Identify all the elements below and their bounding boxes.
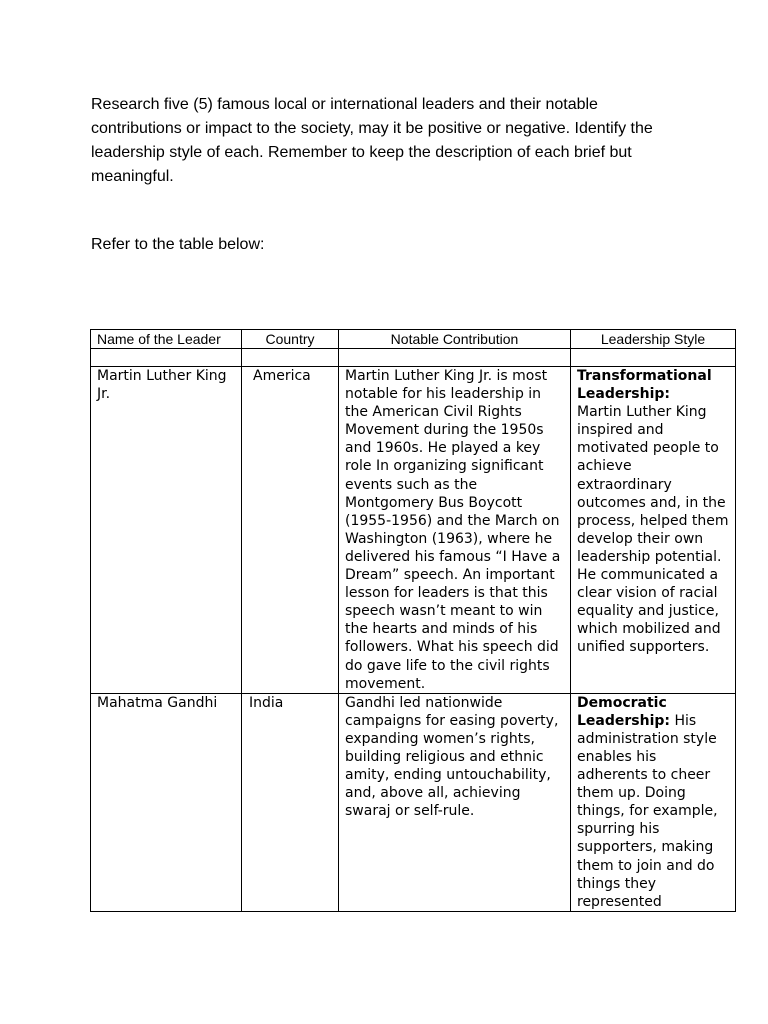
style-name: Democratic Leadership:: [577, 694, 671, 729]
empty-row: [91, 349, 736, 367]
instructions-paragraph: Research five (5) famous local or international leaders and their notable contributions or impact to the society, may it be positive or negative. Identify the leadership style of each. Remember to keep the description of each brief but meaningful.: [91, 96, 653, 185]
leader-country: America: [242, 367, 339, 694]
leader-contribution: Gandhi led nationwide campaigns for easing poverty, expanding women’s rights, building religious and ethnic amity, ending untouchability, and, above all, achieving swaraj or self-rule.: [339, 693, 571, 911]
empty-cell: [339, 349, 571, 367]
empty-cell: [242, 349, 339, 367]
style-description: His administration style enables his adherents to cheer them up. Doing things, for example, spurring his supporters, making them to join and do things they represented: [577, 712, 718, 910]
leader-name: Mahatma Gandhi: [91, 693, 242, 911]
empty-cell: [571, 349, 736, 367]
leader-name: Martin Luther King Jr.: [91, 367, 242, 694]
leaders-table: [90, 329, 736, 912]
refer-text: Refer to the table below:: [91, 236, 265, 253]
table-row: [91, 693, 736, 911]
leader-style: [571, 367, 736, 694]
header-contribution: Notable Contribution: [339, 330, 571, 349]
style-description: Martin Luther King inspired and motivated people to achieve extraordinary outcomes and, in the process, helped them develop their own leadership potential. He communicated a clear vision of racial equality and justice, which mobilized and unified supporters.: [577, 404, 729, 656]
leader-contribution: Martin Luther King Jr. is most notable for his leadership in the American Civil Rights Movement during the 1950s and 1960s. He played a key role In organizing significant events such as the Montgomery Bus Boycott (1955-1956) and the March on Washington (1963), where he delivered his famous “I Have a Dream” speech. An important lesson for leaders is that this speech wasn’t meant to win the hearts and minds of his followers. What his speech did do gave life to the civil rights movement.: [339, 367, 571, 694]
table-row: [91, 367, 736, 694]
empty-cell: [91, 349, 242, 367]
leader-style: [571, 693, 736, 911]
header-name: Name of the Leader: [91, 330, 242, 349]
leader-country: India: [242, 693, 339, 911]
header-style: Leadership Style: [571, 330, 736, 349]
instructions: [91, 93, 691, 189]
header-country: Country: [242, 330, 339, 349]
table-header-row: [91, 330, 736, 349]
style-name: Transformational Leadership:: [577, 368, 712, 403]
